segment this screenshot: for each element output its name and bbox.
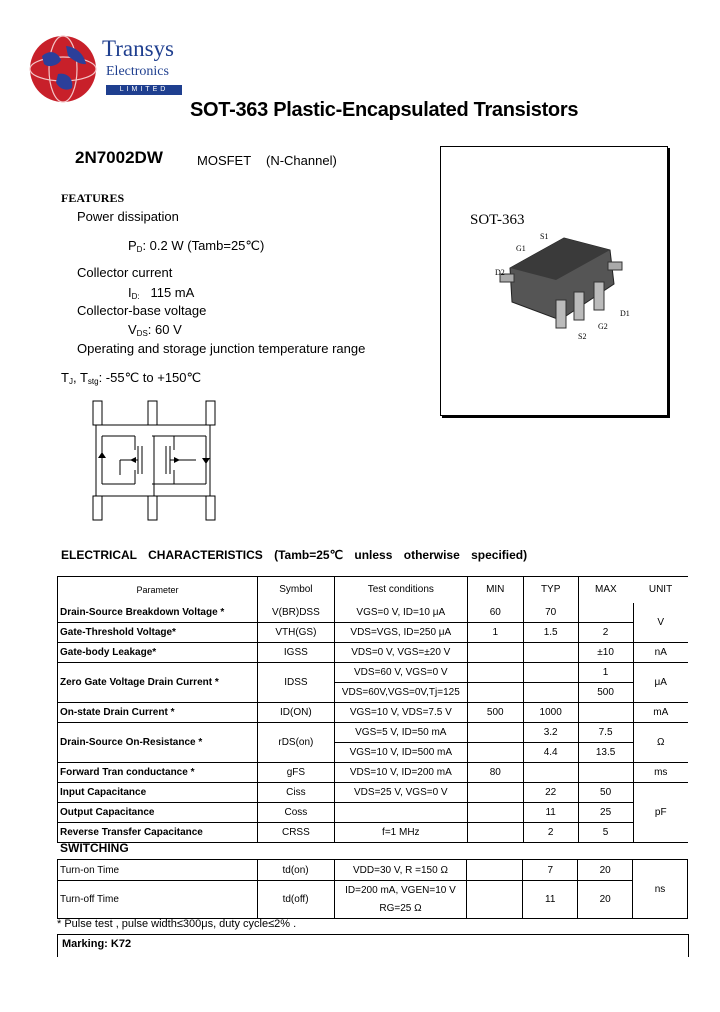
header-max: MAX [578, 577, 633, 603]
typ-crss: 2 [523, 822, 578, 842]
sym-bvdss: V(BR)DSS [257, 603, 334, 623]
switch-on-symbol: td(on) [257, 860, 334, 881]
pd-number: : 0.2 W (Tamb=25℃) [142, 238, 265, 253]
max-gfs [578, 762, 633, 782]
package-drawing [490, 228, 640, 348]
switch-off-typ: 11 [523, 881, 578, 919]
test-idon: VGS=10 V, VDS=7.5 V [334, 702, 467, 722]
min-crss [467, 822, 523, 842]
test-gfs: VDS=10 V, ID=200 mA [334, 762, 467, 782]
max-coss: 25 [578, 802, 633, 822]
param-idon: On-state Drain Current * [58, 702, 258, 722]
unit-v: V [633, 603, 688, 643]
switch-cond-1: VDD=30 V, R =150 Ω [334, 860, 467, 881]
param-vth: Gate-Threshold Voltage* [58, 622, 258, 642]
param-crss: Reverse Transfer Capacitance [58, 822, 258, 842]
vds-subscript: DS [136, 329, 148, 338]
param-gfs: Forward Tran conductance * [58, 762, 258, 782]
min-idon: 500 [467, 702, 523, 722]
typ-rds-1: 3.2 [523, 722, 578, 742]
tstg-symbol: , T [72, 370, 88, 385]
typ-rds-2: 4.4 [523, 742, 578, 762]
package-label: SOT-363 [470, 212, 525, 228]
brand-subtitle: Electronics [106, 64, 169, 79]
test-coss [334, 802, 467, 822]
dual-mosfet-schematic [90, 398, 218, 522]
typ-idss-2 [523, 682, 578, 702]
sym-idon: ID(ON) [257, 702, 334, 722]
test-idss-1: VDS=60 V, VGS=0 V [334, 662, 467, 682]
switch-off-label: Turn-off Time [58, 881, 258, 919]
sym-coss: Coss [257, 802, 334, 822]
header-test: Test conditions [334, 577, 467, 603]
min-coss [467, 802, 523, 822]
sym-igss: IGSS [257, 642, 334, 662]
header-typ: TYP [523, 577, 578, 603]
switching-table [57, 859, 688, 919]
test-igss: VDS=0 V, VGS=±20 V [334, 642, 467, 662]
unit-ms: ms [633, 762, 688, 782]
switch-off-max: 20 [578, 881, 633, 919]
pd-value [128, 238, 264, 254]
tj-symbol: T [61, 370, 69, 385]
id-number: 115 mA [150, 285, 195, 300]
marking-code: Marking: K72 [62, 938, 132, 950]
pin-label-g2: G2 [598, 322, 608, 331]
param-ciss: Input Capacitance [58, 782, 258, 802]
sym-ciss: Ciss [257, 782, 334, 802]
param-idss: Zero Gate Voltage Drain Current * [58, 662, 258, 702]
switch-cond-3: RG=25 Ω [334, 900, 467, 919]
test-idss-2: VDS=60V,VGS=0V,Tj=125 [334, 682, 467, 702]
test-ciss: VDS=25 V, VGS=0 V [334, 782, 467, 802]
ec-title: ELECTRICAL CHARACTERISTICS (Tamb=25℃ unless otherwise specified) [61, 548, 528, 562]
switch-cond-2: ID=200 mA, VGEN=10 V [334, 881, 467, 900]
param-coss: Output Capacitance [58, 802, 258, 822]
switch-on-max: 20 [578, 860, 633, 881]
min-idss-1 [467, 662, 523, 682]
max-bvdss [578, 603, 633, 623]
marking-box [57, 934, 689, 957]
sym-idss: IDSS [257, 662, 334, 702]
collector-current-label: Collector current [77, 265, 173, 280]
max-idss-2: 500 [578, 682, 633, 702]
min-ciss [467, 782, 523, 802]
typ-igss [523, 642, 578, 662]
typ-ciss: 22 [523, 782, 578, 802]
typ-vth: 1.5 [523, 622, 578, 642]
typ-bvdss: 70 [523, 603, 578, 623]
pin-label-s1: S1 [540, 232, 549, 241]
min-idss-2 [467, 682, 523, 702]
min-igss [467, 642, 523, 662]
switch-off-min [467, 881, 523, 919]
typ-idon: 1000 [523, 702, 578, 722]
sym-gfs: gFS [257, 762, 334, 782]
min-bvdss: 60 [467, 603, 523, 623]
test-vth: VDS=VGS, ID=250 μA [334, 622, 467, 642]
sym-rds: rDS(on) [257, 722, 334, 762]
temperature-range-label: Operating and storage junction temperature range [77, 341, 366, 356]
sym-crss: CRSS [257, 822, 334, 842]
header-min: MIN [467, 577, 523, 603]
company-logo-globe [28, 34, 98, 104]
max-idss-1: 1 [578, 662, 633, 682]
param-rds: Drain-Source On-Resistance * [58, 722, 258, 762]
header-parameter: Parameter [58, 577, 258, 603]
tstg-subscript: stg [87, 377, 99, 386]
unit-ma: mA [633, 702, 688, 722]
unit-na: nA [633, 642, 688, 662]
unit-ns: ns [633, 860, 688, 919]
pulse-test-note: * Pulse test , pulse width≤300μs, duty cycle≤2% . [57, 918, 297, 930]
brand-limited-bar: LIMITED [106, 85, 182, 95]
pin-label-d1: D1 [620, 309, 630, 318]
power-dissipation-label: Power dissipation [77, 209, 179, 224]
pin-label-s2: S2 [578, 332, 587, 341]
tj-number: : -55℃ to +150℃ [98, 370, 202, 385]
typ-coss: 11 [523, 802, 578, 822]
tj-value [61, 370, 201, 386]
pd-symbol: P [128, 238, 137, 253]
max-crss: 5 [578, 822, 633, 842]
id-symbol: I [128, 285, 132, 300]
typ-gfs [523, 762, 578, 782]
min-vth: 1 [467, 622, 523, 642]
max-ciss: 50 [578, 782, 633, 802]
pin-label-g1: G1 [516, 244, 526, 253]
max-igss: ±10 [578, 642, 633, 662]
part-channel: (N-Channel) [266, 153, 337, 168]
min-gfs: 80 [467, 762, 523, 782]
max-rds-2: 13.5 [578, 742, 633, 762]
features-heading: FEATURES [61, 191, 125, 205]
tj-subscript: J [68, 377, 73, 386]
test-crss: f=1 MHz [334, 822, 467, 842]
vds-value [128, 322, 182, 338]
pd-subscript: D [136, 245, 143, 254]
sym-vth: VTH(GS) [257, 622, 334, 642]
test-rds-2: VGS=10 V, ID=500 mA [334, 742, 467, 762]
max-rds-1: 7.5 [578, 722, 633, 742]
unit-pf: pF [633, 782, 688, 842]
max-vth: 2 [578, 622, 633, 642]
pin-label-d2: D2 [495, 268, 505, 277]
typ-idss-1 [523, 662, 578, 682]
test-bvdss: VGS=0 V, ID=10 μA [334, 603, 467, 623]
part-number: 2N7002DW [75, 148, 163, 167]
document-title: SOT-363 Plastic-Encapsulated Transistors [190, 99, 579, 121]
switch-on-typ: 7 [523, 860, 578, 881]
header-symbol: Symbol [257, 577, 334, 603]
param-bvdss: Drain-Source Breakdown Voltage * [58, 603, 258, 623]
brand-name: Transys [102, 36, 175, 61]
vds-number: : 60 V [147, 322, 182, 337]
switch-off-symbol: td(off) [257, 881, 334, 919]
unit-ua: μA [633, 662, 688, 702]
electrical-characteristics-table [57, 576, 688, 843]
id-value [128, 285, 194, 301]
test-rds-1: VGS=5 V, ID=50 mA [334, 722, 467, 742]
switching-heading: SWITCHING [60, 841, 129, 855]
min-rds-2 [467, 742, 523, 762]
max-idon [578, 702, 633, 722]
unit-ohm: Ω [633, 722, 688, 762]
header-unit: UNIT [633, 577, 688, 603]
vds-symbol: V [128, 322, 137, 337]
id-subscript: D: [131, 292, 140, 301]
switch-on-min [467, 860, 523, 881]
min-rds-1 [467, 722, 523, 742]
collector-base-voltage-label: Collector-base voltage [77, 303, 207, 318]
switch-on-label: Turn-on Time [58, 860, 258, 881]
param-igss: Gate-body Leakage* [58, 642, 258, 662]
part-type: MOSFET [197, 153, 252, 168]
